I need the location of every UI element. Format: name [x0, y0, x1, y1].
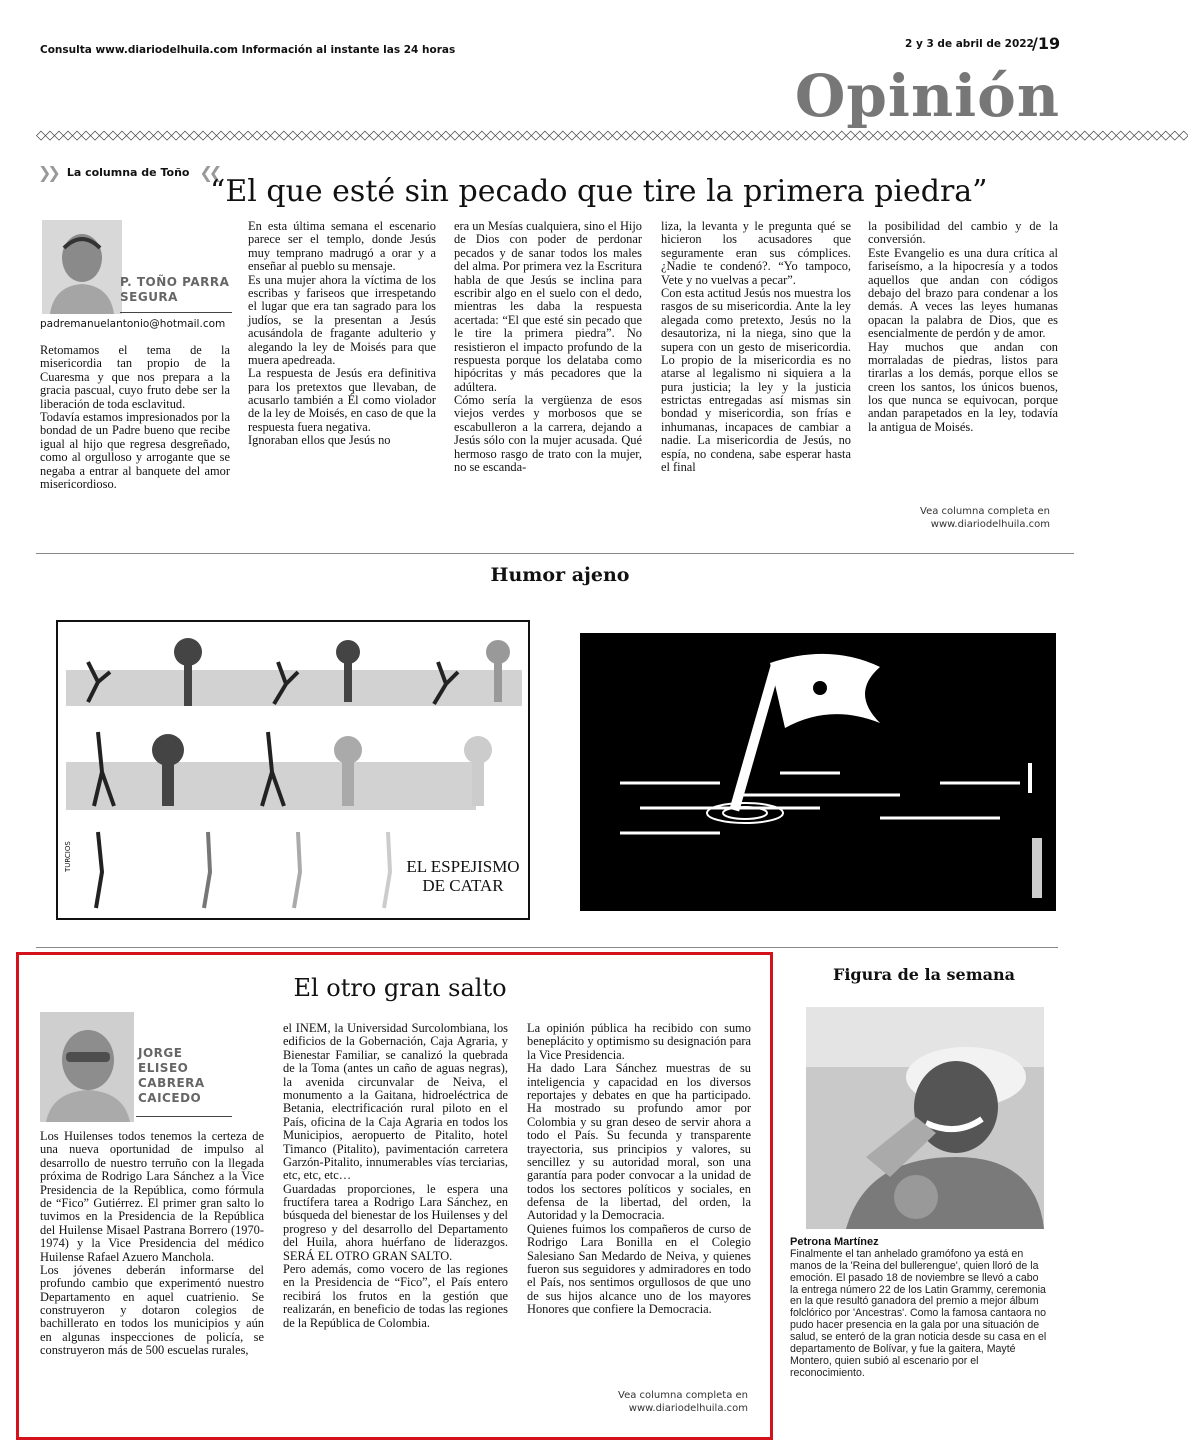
headline-article1: “El que esté sin pecado que tire la primera piedra” [210, 174, 988, 209]
kicker-label: La columna de Toño [66, 166, 190, 179]
figura-name: Petrona Martínez [790, 1236, 879, 1248]
figura-caption: Finalmente el tan anhelado gramófono ya está en manos de la 'Reina del bullerengue', quien lloró de la emoción. El pasado 18 de noviembre se llevó a cabo la entrega número 22 de los Latin Grammy, ceremonia en la que resultó ganadora del premio a mejor álbum folclórico por 'Ancestras'. Como la famosa cantaora no pudo hacer presencia en la gala por una situación de salud, se enteró de la gran noticia desde su casa en el departamento de Bolívar, y fue la gaitera, Mayté Montero, quien subió al escenario por el reconocimiento. [790, 1248, 1047, 1379]
author-name-cabrera: JORGE ELISEO CABRERA CAICEDO [138, 1046, 205, 1105]
double-chevron-right-icon: ❯❯ [38, 163, 57, 182]
article2-col1: Los Huilenses todos tenemos la certeza de una nueva oportunidad de impulso al desarrollo de nuestro terruño con la llegada próxima de Rodrigo Lara Sánchez a la Vice Presidencia de la República, como fórmula de “Fico” Gutiérrez. El primer gran salto lo tuvimos en la Presidencia de la República del Huilense Misael Pastrana Borrero (1970-1974) y la Vice Presidencia del médico Huilense Rafael Azuero Manchola. Los jóvenes deberán informarse del profundo cambio que experimentó nuestro Departamento en aquel cuatrienio. Se construyeron y dotaron colegios de bachillerato en todos los municipios y aún en algunas inspecciones de policía, se construyeron más de 500 escuelas rurales, [40, 1129, 264, 1358]
cartoon1-signature: TURCIOS [64, 841, 72, 872]
flag-sinking-icon [580, 633, 1056, 911]
article1-col3: era un Mesías cualquiera, sino el Hijo de Dios con poder de perdonar pecados y de sanar todos los males del alma. Por primera vez la Escritura habla de que Jesús se inclina para escribir algo en el suelo con el dedo, mientras les daba la respuesta acertada: “El que esté sin pecado que le tire la primera piedra”. No resistieron el impacto profundo de la respuesta porque los delataba como hipócritas y más pecadores que la adúltera. Cómo sería la vergüenza de esos viejos verdes y morbosos que se escabulleron a la carrera, dejando a Jesús sólo con la mujer acusada. Qué hermoso rasgo de trato con la mujer, no se escanda- [454, 219, 642, 475]
cartoon-espejismo [56, 620, 530, 920]
article1-col5: la posibilidad del cambio y de la conversión. Este Evangelio es una dura crítica al fariseísmo, a la hipocresía y a todos aquellos que andan con códigos debajo del brazo para condenar a los demás. A veces las leyes humanas opacan la palabra de Dios, que es esencialmente de perdón y de amor. Hay muchos que andan con morraladas de piedras, listos para tirarlas a los demás, porque ellos se creen los santos, los únicos buenos, los que nunca se equivocan, porque andan parapetados en la ley, todavía la antigua de Moisés. [868, 219, 1058, 434]
portrait-icon [40, 1012, 134, 1122]
figura-heading: Figura de la semana [832, 965, 1016, 984]
article1-col2: En esta última semana el escenario parece ser el templo, donde Jesús muy temprano madrugó a orar y a enseñar al pueblo su mensaje. Es una mujer ahora la víctima de los escribas y fariseos que irrespetando el lugar que era tan sagrado para los judíos, se la presentan a Jesús acusándola de fragante adulterio y alegando la ley de Moisés para que muera apedreada. La respuesta de Jesús era definitiva para los pretextos que llevaban, de acusarlo también a Él como violador de la ley de Moisés, en caso de que la respuesta fuera negativa. Ignoraban ellos que Jesús no [248, 219, 436, 448]
cartoon1-title: EL ESPEJISMO DE CATAR [406, 857, 520, 895]
double-chevron-left-icon: ❮❮ [199, 163, 219, 182]
figura-photo [806, 1007, 1044, 1229]
cartoon-flag-water [580, 633, 1056, 911]
diamond-divider: ◇◇◇◇◇◇◇◇◇◇◇◇◇◇◇◇◇◇◇◇◇◇◇◇◇◇◇◇◇◇◇◇◇◇◇◇◇◇◇◇◇◇◇◇◇◇◇◇◇◇◇◇◇◇◇◇◇◇◇◇◇◇◇◇◇◇◇◇◇◇◇◇◇◇◇◇◇◇◇◇◇◇◇◇◇◇◇◇◇◇◇◇◇◇◇◇◇◇◇◇◇◇◇◇◇◇◇◇◇◇◇◇◇◇◇◇◇◇◇◇◇◇◇◇◇◇◇◇ [36, 128, 1188, 143]
article2-col2: el INEM, la Universidad Surcolombiana, los edificios de la Gobernación, Caja Agraria, y Bienestar Familiar, se canalizó la quebrada de la Toma (antes un caño de aguas negras), la avenida circunvalar de Neiva, el monumento a la Gaitana, hidroeléctrica de Betania, electrificación rural piloto en el País, oficina de la Caja Agraria en todos los Municipios, aeropuerto de Pitalito, hotel Timanco (Pitalito), pavimentación carretera Garzón-Pitalito, innumerables vías terciarias, etc, etc, etc… Guardadas proporciones, le espera una fructífera tarea a Rodrigo Lara Sánchez, en búsqueda del bienestar de los Huilenses y del progreso y del desarrollo del Departamento del Huila, ahora huérfano de liderazgos. SERÁ EL OTRO GRAN SALTO. Pero además, como vocero de las regiones en la Presidencia de “Fico”, el País entero recibirá los frutos en la gestión que realizarán, en beneficio de todas las regiones de la República de Colombia. [283, 1021, 508, 1330]
page-number: /19 [1032, 34, 1061, 53]
section-title: Opinión [794, 62, 1060, 130]
author-photo-cabrera [40, 1012, 134, 1122]
portrait-icon [42, 220, 122, 314]
article1-more-link[interactable]: Vea columna completa en www.diariodelhuila.com [920, 506, 1050, 530]
column-kicker [38, 163, 218, 182]
site-tagline: Consulta www.diariodelhuila.com Información al instante las 24 horas [40, 44, 456, 56]
headline-article2: El otro gran salto [293, 974, 507, 1002]
article1-col1: Retomamos el tema de la misericordia tan propio de la Cuaresma y que nos prepara a la gracia pascual, cuyo fruto debe ser la liberación de toda esclavitud. Todavía estamos impresionados por la bondad de un Padre bueno que recibe igual al hijo que regresa desgreñado, como al orgulloso y arrogante que se negaba a entrar al banquete del amor misericordioso. [40, 343, 230, 491]
author-photo-tono [42, 220, 122, 314]
singer-photo-icon [806, 1007, 1044, 1229]
article1-col4: liza, la levanta y le pregunta qué se hicieron los acusadores que seguramente eran sus cómplices. ¿Nadie te condenó?. “Yo tampoco, Vete y no vuelvas a pecar”. Con esta actitud Jesús nos muestra los rasgos de su misericordia. Ante la ley alegada como pretexto, Jesús no la desautoriza, ni la niega, sino que la supera con un gesto de misericordia. Lo propio de la misericordia es no atarse al legalismo ni siquiera a la pura justicia; la ley y la justicia estrictas entregadas así mismas sin bondad y misericordia, son frías e inhumanas, incapaces de cambiar a nadie. La misericordia de Jesús, no espía, no condena, sabe esperar hasta el final [661, 219, 851, 475]
issue-date: 2 y 3 de abril de 2022 [905, 38, 1034, 50]
article2-more-link[interactable]: Vea columna completa en www.diariodelhuila.com [618, 1390, 748, 1414]
article2-col3: La opinión pública ha recibido con sumo beneplácito y optimismo su designación para la Vice Presidencia. Ha dado Lara Sánchez muestras de su inteligencia y capacidad en los diversos reportajes y debates en que ha participado. Ha mostrado su profundo amor por Colombia y su gran deseo de servir ahora a todo el País. Su fecunda y transparente trayectoria, sus principios y valores, su sencillez y su autoridad moral, son una garantía para poder convocar a la unidad de todos los sectores políticos y sociales, en defensa de la libertad, del orden, la Autoridad y la Democracia. Quienes fuimos los compañeros de curso de Rodrigo Lara Bonilla en el Colegio Salesiano San Medardo de Neiva, y quienes fueron sus seguidores y admiradores en todo el País, nos sentimos orgullosos de que uno de sus hijos alcance uno de los mayores Honores que confiere la Democracia. [527, 1021, 751, 1317]
author-email: padremanuelantonio@hotmail.com [40, 318, 226, 330]
humor-heading: Humor ajeno [490, 564, 630, 586]
author-name-tono: P. TOÑO PARRA SEGURA [120, 275, 230, 304]
